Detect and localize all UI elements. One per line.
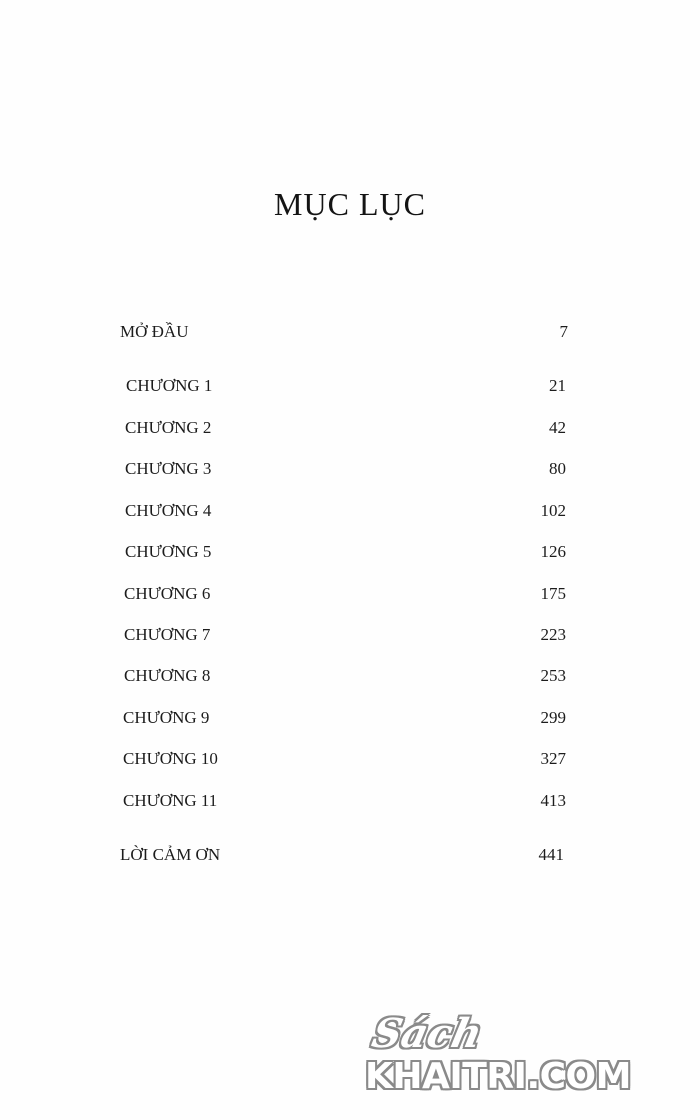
toc-entry [120, 459, 568, 485]
toc-entry-label: LỜI CẢM ƠN [120, 845, 221, 864]
toc-entry [120, 845, 568, 871]
toc-entry [120, 749, 568, 775]
toc-entry-page: 7 [559, 322, 568, 341]
toc-entry-page: 80 [549, 459, 566, 478]
toc-entry-label: CHƯƠNG 9 [123, 708, 210, 727]
toc-entry-page: 327 [540, 749, 566, 768]
toc-entry-page: 253 [540, 666, 566, 685]
watermark-main-text: KHAITRI.COM [365, 1056, 631, 1097]
toc-entry [120, 376, 568, 402]
toc-entry [120, 501, 568, 527]
page-title: MỤC LỤC [274, 186, 426, 222]
toc-entry-page: 223 [540, 625, 566, 644]
toc-entry-page: 441 [538, 845, 564, 864]
toc-entry [120, 791, 568, 817]
toc-entry-page: 299 [540, 708, 566, 727]
toc-entry-page: 102 [540, 501, 566, 520]
toc-entry-label: CHƯƠNG 10 [123, 749, 218, 768]
toc-entry-label: CHƯƠNG 5 [125, 542, 212, 561]
toc-entry-label: CHƯƠNG 6 [124, 584, 211, 603]
toc-entry-page: 21 [549, 376, 566, 395]
toc-entry-label: CHƯƠNG 3 [125, 459, 212, 478]
toc-entry-label: CHƯƠNG 7 [124, 625, 211, 644]
toc-entry-label: CHƯƠNG 4 [125, 501, 212, 520]
toc-entry-label: CHƯƠNG 8 [124, 666, 211, 685]
toc-entry-page: 126 [540, 542, 566, 561]
toc-entry-page: 42 [549, 418, 566, 437]
toc-entry [120, 625, 568, 651]
toc-entry [120, 542, 568, 568]
site-watermark [355, 1010, 685, 1110]
toc-entry-label: CHƯƠNG 1 [126, 376, 213, 395]
toc-entry-label: CHƯƠNG 11 [123, 791, 218, 810]
toc-entry-label: MỞ ĐẦU [120, 322, 189, 341]
toc-entry [120, 418, 568, 444]
toc-entry [120, 708, 568, 734]
watermark-script-text: Sách [368, 1010, 487, 1057]
toc-entry-page: 413 [540, 791, 566, 810]
toc-entry [120, 666, 568, 692]
toc-entry [120, 322, 568, 348]
toc-entry-label: CHƯƠNG 2 [125, 418, 212, 437]
toc-entry-page: 175 [540, 584, 566, 603]
toc-entry [120, 584, 568, 610]
